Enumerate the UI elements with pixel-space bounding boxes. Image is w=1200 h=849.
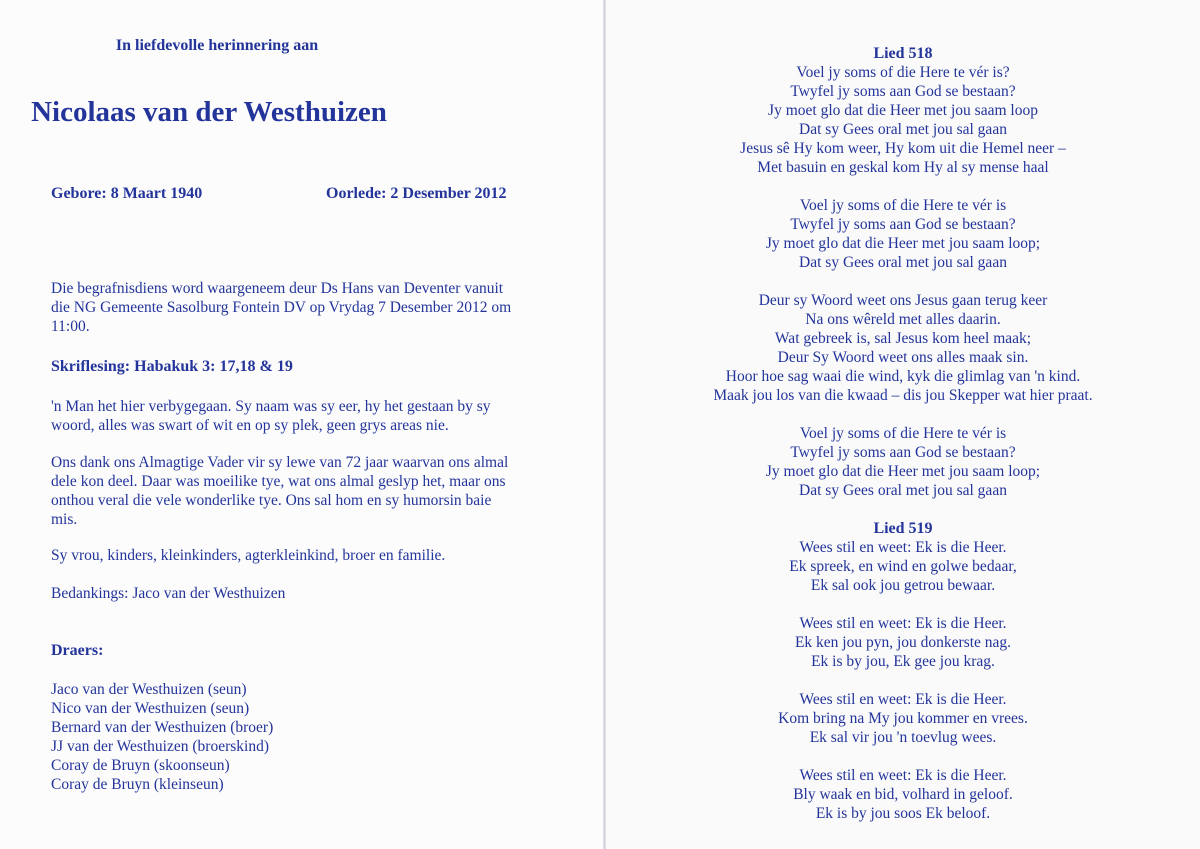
bearer-item: Bernard van der Westhuizen (broer) — [51, 719, 274, 736]
lyric-line: Ek sal ook jou getrou bewaar. — [810, 577, 996, 594]
lyric-line: Deur sy Woord weet ons Jesus gaan terug keer — [758, 292, 1048, 309]
stanza — [606, 538, 1200, 595]
stanza — [606, 63, 1200, 177]
tribute-line: 'n Man het hier verbygegaan. Sy naam was sy eer, hy het gestaan by sy — [51, 398, 491, 415]
thanks-line: mis. — [51, 511, 78, 528]
stanza — [606, 690, 1200, 747]
died-date: Oorlede: 2 Desember 2012 — [326, 185, 507, 202]
deceased-name: Nicolaas van der Westhuizen — [31, 96, 387, 128]
lyric-line: Ek spreek, en wind en golwe bedaar, — [789, 558, 1017, 575]
stanza — [606, 766, 1200, 823]
dates-row — [51, 185, 551, 203]
service-paragraph — [51, 279, 561, 336]
bearer-item: Nico van der Westhuizen (seun) — [51, 700, 250, 717]
lyric-line: Twyfel jy soms aan God se bestaan? — [790, 444, 1016, 461]
acknowledgements-line: Bedankings: Jaco van der Westhuizen — [51, 585, 286, 602]
thanks-line: Ons dank ons Almagtige Vader vir sy lewe van 72 jaar waarvan ons almal — [51, 454, 509, 471]
bearer-item: Coray de Bruyn (kleinseun) — [51, 776, 224, 793]
lyric-line: Jy moet glo dat die Heer met jou saam loop; — [765, 235, 1041, 252]
lyric-line: Ek ken jou pyn, jou donkerste nag. — [794, 634, 1012, 651]
stanza — [606, 196, 1200, 272]
lyric-line: Hoor hoe sag waai die wind, kyk die glimlag van 'n kind. — [725, 368, 1081, 385]
lyric-line: Wat gebreek is, sal Jesus kom heel maak; — [774, 330, 1032, 347]
thanks-paragraph — [51, 453, 561, 529]
lyric-line: Jy moet glo dat die Heer met jou saam loop — [768, 102, 1038, 119]
lyric-line: Dat sy Gees oral met jou sal gaan — [799, 254, 1007, 271]
lyric-line: Ek sal vir jou 'n toevlug wees. — [809, 729, 997, 746]
bearers-list — [51, 680, 561, 794]
lyric-line: Wees stil en weet: Ek is die Heer. — [799, 615, 1007, 632]
lyric-line: Twyfel jy soms aan God se bestaan? — [790, 216, 1016, 233]
stanza — [606, 291, 1200, 405]
lyric-line: Dat sy Gees oral met jou sal gaan — [799, 121, 1007, 138]
lyric-line: Ek is by jou soos Ek beloof. — [815, 805, 991, 822]
thanks-line: onthou veral die vele wonderlike tye. Ons sal hom en sy humorsin baie — [51, 492, 492, 509]
tribute-paragraph — [51, 397, 561, 435]
lyric-line: Voel jy soms of die Here te vér is — [799, 197, 1007, 214]
lyric-line: Deur Sy Woord weet ons alles maak sin. — [777, 349, 1029, 366]
lyric-line: Wees stil en weet: Ek is die Heer. — [799, 539, 1007, 556]
lyric-line: Jesus sê Hy kom weer, Hy kom uit die Hemel neer – — [740, 140, 1066, 157]
lyric-line: Dat sy Gees oral met jou sal gaan — [799, 482, 1007, 499]
service-line: Die begrafnisdiens word waargeneem deur Ds Hans van Deventer vanuit — [51, 280, 504, 297]
lyric-line: Voel jy soms of die Here te vér is? — [796, 64, 1010, 81]
lyric-line: Maak jou los van die kwaad – dis jou Skepper wat hier praat. — [713, 387, 1093, 404]
stanza — [606, 614, 1200, 671]
lyric-line: Kom bring na My jou kommer en vrees. — [778, 710, 1028, 727]
bearers-heading: Draers: — [51, 642, 104, 659]
scripture-reading: Skriflesing: Habakuk 3: 17,18 & 19 — [51, 358, 293, 375]
service-line: die NG Gemeente Sasolburg Fontein DV op Vrydag 7 Desember 2012 om — [51, 299, 512, 316]
stanza — [606, 424, 1200, 500]
memorial-heading: In liefdevolle herinnering aan — [115, 37, 319, 54]
bearer-item: Jaco van der Westhuizen (seun) — [51, 681, 247, 698]
right-page — [606, 0, 1200, 849]
thanks-line: dele kon deel. Daar was moeilike tye, wat ons almal geslyp het, maar ons — [51, 473, 506, 490]
bearer-item: JJ van der Westhuizen (broerskind) — [51, 738, 269, 755]
born-date: Gebore: 8 Maart 1940 — [51, 185, 203, 202]
lyric-line: Wees stil en weet: Ek is die Heer. — [799, 767, 1007, 784]
bearer-item: Coray de Bruyn (skoonseun) — [51, 757, 230, 774]
lyric-line: Met basuin en geskal kom Hy al sy mense haal — [757, 159, 1049, 176]
lyric-line: Jy moet glo dat die Heer met jou saam loop; — [765, 463, 1041, 480]
song-518 — [606, 44, 1200, 823]
song-title: Lied 518 — [873, 45, 933, 62]
lyric-line: Bly waak en bid, volhard in geloof. — [793, 786, 1013, 803]
tribute-line: woord, alles was swart of wit en op sy plek, geen grys areas nie. — [51, 417, 449, 434]
lyric-line: Na ons wêreld met alles daarin. — [805, 311, 1001, 328]
lyric-line: Voel jy soms of die Here te vér is — [799, 425, 1007, 442]
lyric-line: Ek is by jou, Ek gee jou krag. — [811, 653, 995, 670]
family-line: Sy vrou, kinders, kleinkinders, agterkleinkind, broer en familie. — [51, 547, 446, 564]
song-title: Lied 519 — [873, 520, 933, 537]
lyric-line: Twyfel jy soms aan God se bestaan? — [790, 83, 1016, 100]
service-line: 11:00. — [51, 318, 90, 335]
lyric-line: Wees stil en weet: Ek is die Heer. — [799, 691, 1007, 708]
